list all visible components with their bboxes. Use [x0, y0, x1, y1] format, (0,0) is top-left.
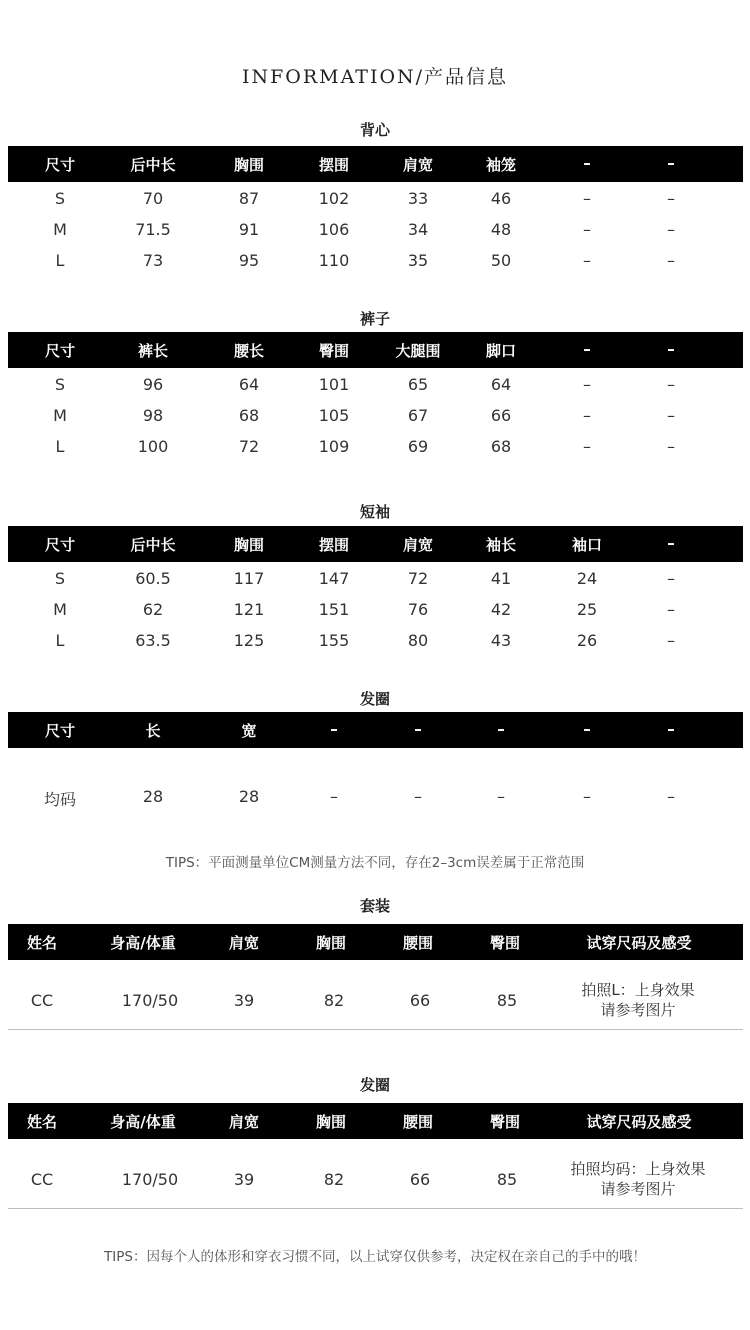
header-cell: 后中长 [130, 156, 176, 174]
table-cell: 26 [576, 631, 598, 650]
table-cell: 106 [318, 220, 350, 239]
table-cell: 170/50 [121, 1170, 179, 1189]
table-cell: 72 [238, 437, 260, 456]
outfit-model-title: 套装 [359, 897, 390, 915]
table-cell: S [54, 569, 66, 588]
header-cell: 胸围 [233, 536, 265, 554]
table-cell: 117 [233, 569, 265, 588]
header-cell: 试穿尺码及感受 [586, 1113, 692, 1131]
table-cell: 170/50 [121, 991, 179, 1010]
table-cell: 100 [137, 437, 169, 456]
header-cell: – [330, 720, 338, 738]
table-cell: 68 [490, 437, 512, 456]
table-cell: – [583, 375, 591, 394]
table-cell: 76 [407, 600, 429, 619]
table-cell: S [54, 189, 66, 208]
table-cell: 34 [407, 220, 429, 239]
scrunchie-model-title: 发圈 [359, 1076, 390, 1094]
table-cell: – [667, 437, 675, 456]
table-cell: CC [30, 1170, 54, 1189]
fit-note [570, 1159, 705, 1199]
table-cell: 85 [496, 991, 518, 1010]
header-cell: 肩宽 [402, 156, 434, 174]
table-cell: 105 [318, 406, 350, 425]
table-cell: 125 [233, 631, 265, 650]
header-cell: 腰围 [402, 934, 434, 952]
header-cell: 试穿尺码及感受 [586, 934, 692, 952]
header-cell: 大腿围 [395, 342, 441, 360]
table-cell: – [667, 600, 675, 619]
table-cell: 46 [490, 189, 512, 208]
header-cell: – [667, 154, 675, 172]
table-cell: 95 [238, 251, 260, 270]
table-cell: – [497, 787, 505, 806]
pants-table-header [8, 332, 743, 368]
page-title: INFORMATION/产品信息 [241, 66, 509, 88]
header-cell: 宽 [241, 722, 257, 740]
table-cell: – [583, 251, 591, 270]
fit-note-line: 拍照L：上身效果 [581, 981, 695, 999]
table-cell: 28 [142, 787, 164, 806]
header-cell: 臀围 [489, 934, 521, 952]
header-cell: 身高/体重 [110, 934, 176, 952]
measure-tips: TIPS：平面测量单位CM测量方法不同，存在2–3cm误差属于正常范围 [165, 855, 585, 871]
divider [8, 1208, 743, 1209]
table-cell: – [667, 569, 675, 588]
table-cell: 28 [238, 787, 260, 806]
header-cell: 腰围 [402, 1113, 434, 1131]
header-cell: 尺寸 [44, 722, 76, 740]
table-cell: M [53, 600, 67, 619]
header-cell: 胸围 [315, 1113, 347, 1131]
table-cell: 60.5 [135, 569, 171, 588]
fit-tips: TIPS：因每个人的体形和穿衣习惯不同，以上试穿仅供参考，决定权在亲自己的手中的哦！ [104, 1249, 646, 1265]
table-cell: 50 [490, 251, 512, 270]
header-cell: 尺寸 [44, 156, 76, 174]
header-cell: 袖长 [485, 536, 517, 554]
table-cell: 25 [576, 600, 598, 619]
table-cell: 80 [407, 631, 429, 650]
vest-table-header [8, 146, 743, 182]
header-cell: 摆围 [318, 536, 350, 554]
table-cell: 均码 [43, 790, 77, 809]
table-cell: L [55, 437, 65, 456]
table-cell: 64 [238, 375, 260, 394]
table-cell: CC [30, 991, 54, 1010]
table-cell: 39 [233, 991, 255, 1010]
divider [8, 1029, 743, 1030]
table-cell: 73 [142, 251, 164, 270]
scrunchie-model-header [8, 1103, 743, 1139]
table-cell: – [667, 631, 675, 650]
table-cell: 66 [490, 406, 512, 425]
table-cell: 72 [407, 569, 429, 588]
header-cell: 尺寸 [44, 536, 76, 554]
outfit-model-header [8, 924, 743, 960]
header-cell: 摆围 [318, 156, 350, 174]
table-cell: 151 [318, 600, 350, 619]
table-cell: 102 [318, 189, 350, 208]
table-cell: 70 [142, 189, 164, 208]
table-cell: L [55, 631, 65, 650]
table-cell: 64 [490, 375, 512, 394]
header-cell: 肩宽 [228, 1113, 260, 1131]
table-cell: 91 [238, 220, 260, 239]
table-cell: 65 [407, 375, 429, 394]
table-cell: 110 [318, 251, 350, 270]
header-cell: 腰长 [233, 342, 265, 360]
table-cell: 98 [142, 406, 164, 425]
tshirt-table-title: 短袖 [359, 503, 390, 521]
table-cell: 41 [490, 569, 512, 588]
pants-table-title: 裤子 [359, 310, 390, 328]
header-cell: – [414, 720, 422, 738]
table-cell: 69 [407, 437, 429, 456]
header-cell: – [583, 720, 591, 738]
table-cell: L [55, 251, 65, 270]
table-cell: – [583, 189, 591, 208]
scrunchie-table-title: 发圈 [359, 690, 390, 708]
vest-table-title: 背心 [359, 121, 390, 139]
table-cell: 67 [407, 406, 429, 425]
table-cell: 43 [490, 631, 512, 650]
header-cell: 姓名 [26, 1113, 58, 1131]
header-cell: 肩宽 [402, 536, 434, 554]
table-cell: 63.5 [135, 631, 171, 650]
header-cell: 袖笼 [485, 156, 517, 174]
table-cell: 82 [323, 1170, 345, 1189]
header-cell: – [667, 534, 675, 552]
table-cell: 101 [318, 375, 350, 394]
table-cell: – [667, 787, 675, 806]
table-cell: 147 [318, 569, 350, 588]
table-cell: 62 [142, 600, 164, 619]
table-cell: 96 [142, 375, 164, 394]
table-cell: – [583, 406, 591, 425]
table-cell: S [54, 375, 66, 394]
table-cell: – [667, 220, 675, 239]
header-cell: 身高/体重 [110, 1113, 176, 1131]
table-cell: – [583, 437, 591, 456]
table-cell: M [53, 406, 67, 425]
header-cell: – [667, 340, 675, 358]
table-cell: – [583, 220, 591, 239]
header-cell: – [667, 720, 675, 738]
tshirt-table-header [8, 526, 743, 562]
header-cell: 臀围 [489, 1113, 521, 1131]
table-cell: 155 [318, 631, 350, 650]
fit-note-line: 拍照均码：上身效果 [570, 1160, 706, 1178]
table-cell: – [667, 189, 675, 208]
header-cell: 后中长 [130, 536, 176, 554]
header-cell: 尺寸 [44, 342, 76, 360]
table-cell: – [667, 406, 675, 425]
header-cell: 胸围 [315, 934, 347, 952]
table-cell: 35 [407, 251, 429, 270]
header-cell: 裤长 [137, 342, 169, 360]
header-cell: 肩宽 [228, 934, 260, 952]
header-cell: 袖口 [571, 536, 603, 554]
fit-note-line: 请参考图片 [600, 1180, 676, 1198]
table-cell: 66 [409, 991, 431, 1010]
header-cell: – [583, 340, 591, 358]
header-cell: 姓名 [26, 934, 58, 952]
table-cell: – [414, 787, 422, 806]
table-cell: – [667, 375, 675, 394]
table-cell: – [583, 787, 591, 806]
header-cell: 长 [145, 722, 161, 740]
header-cell: 胸围 [233, 156, 265, 174]
fit-note-line: 请参考图片 [600, 1001, 676, 1019]
table-cell: – [330, 787, 338, 806]
table-cell: 33 [407, 189, 429, 208]
table-cell: 71.5 [135, 220, 171, 239]
header-cell: 臀围 [318, 342, 350, 360]
scrunchie-table-header [8, 712, 743, 748]
table-cell: 68 [238, 406, 260, 425]
table-cell: 82 [323, 991, 345, 1010]
table-cell: M [53, 220, 67, 239]
table-cell: 87 [238, 189, 260, 208]
table-cell: 39 [233, 1170, 255, 1189]
table-cell: 109 [318, 437, 350, 456]
header-cell: 脚口 [485, 342, 517, 360]
header-cell: – [497, 720, 505, 738]
table-cell: – [667, 251, 675, 270]
table-cell: 42 [490, 600, 512, 619]
table-cell: 66 [409, 1170, 431, 1189]
fit-note [581, 980, 694, 1020]
table-cell: 48 [490, 220, 512, 239]
table-cell: 121 [233, 600, 265, 619]
table-cell: 85 [496, 1170, 518, 1189]
header-cell: – [583, 154, 591, 172]
table-cell: 24 [576, 569, 598, 588]
